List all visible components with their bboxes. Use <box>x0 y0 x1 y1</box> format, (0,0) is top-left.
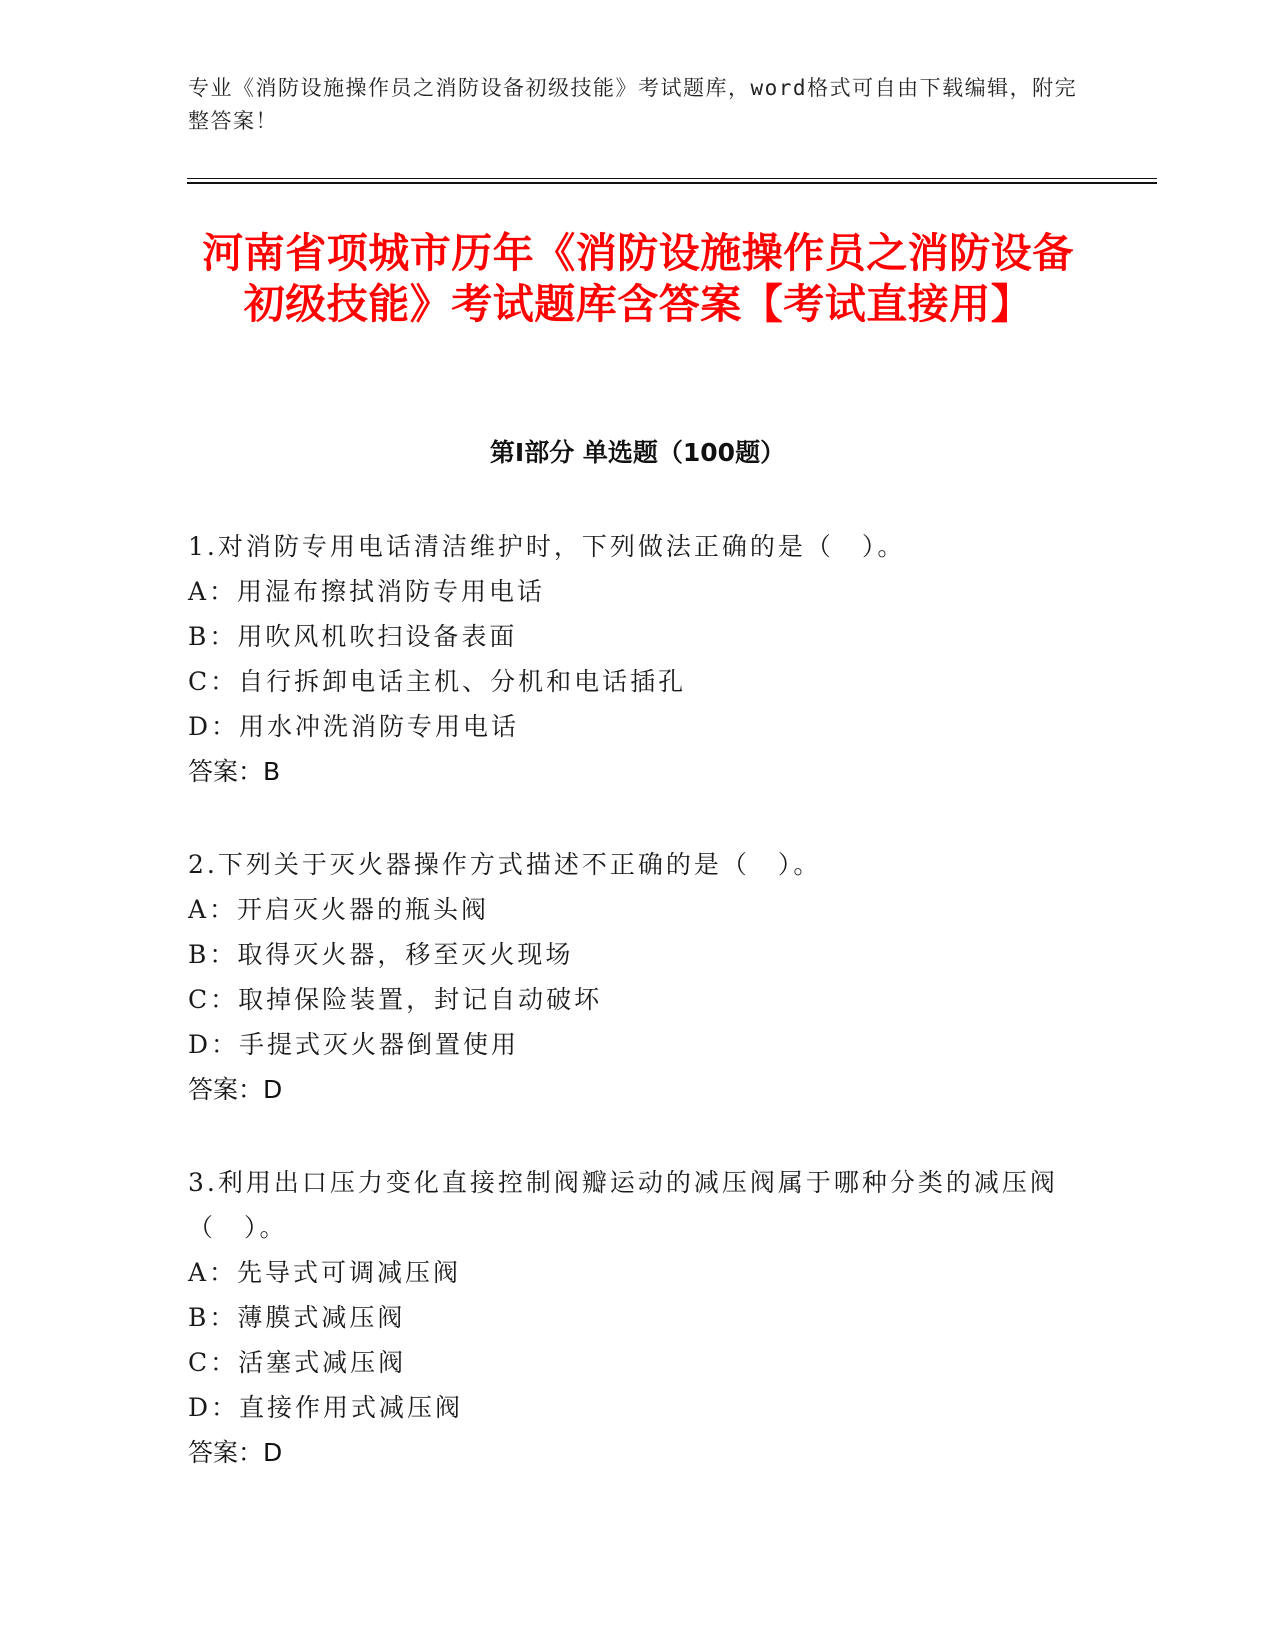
answer-line <box>188 749 1068 794</box>
answer-label: 答案： <box>188 1438 264 1467</box>
option-b: B：薄膜式减压阀 <box>188 1303 406 1332</box>
question-stem: 3.利用出口压力变化直接控制阀瓣运动的减压阀属于哪种分类的减压阀（ ）。 <box>188 1168 1058 1242</box>
option-d: D：手提式灭火器倒置使用 <box>188 1030 520 1059</box>
header-divider-thin <box>187 178 1157 179</box>
question-stem: 2.下列关于灭火器操作方式描述不正确的是（ ）。 <box>188 850 822 879</box>
answer-label: 答案： <box>188 1075 264 1104</box>
option-a: A：用湿布擦拭消防专用电话 <box>188 577 546 606</box>
section-heading: 第Ⅰ部分 单选题（100题） <box>489 438 786 467</box>
option-d: D：用水冲洗消防专用电话 <box>188 712 520 741</box>
question-2 <box>188 842 1068 1112</box>
answer-value: D <box>263 1075 283 1104</box>
answer-value: D <box>263 1438 283 1467</box>
header-note: 专业《消防设施操作员之消防设备初级技能》考试题库，word格式可自由下载编辑，附完整答案！ <box>188 76 1078 133</box>
option-c: C：活塞式减压阀 <box>188 1348 407 1377</box>
answer-value: B <box>263 757 281 786</box>
option-c: C：自行拆卸电话主机、分机和电话插孔 <box>188 667 687 696</box>
answer-line <box>188 1430 1068 1475</box>
option-c: C：取掉保险装置，封记自动破坏 <box>188 985 603 1014</box>
answer-line <box>188 1067 1068 1112</box>
answer-label: 答案： <box>188 757 264 786</box>
question-1 <box>188 524 1068 794</box>
header-divider-thick <box>187 182 1157 184</box>
option-a: A：开启灭火器的瓶头阀 <box>188 895 490 924</box>
question-3 <box>188 1160 1068 1475</box>
option-b: B：取得灭火器，移至灭火现场 <box>188 940 574 969</box>
option-a: A：先导式可调减压阀 <box>188 1258 462 1287</box>
document-title: 河南省项城市历年《消防设施操作员之消防设备初级技能》考试题库含答案【考试直接用】 <box>202 229 1074 328</box>
option-b: B：用吹风机吹扫设备表面 <box>188 622 518 651</box>
question-stem: 1.对消防专用电话清洁维护时，下列做法正确的是（ ）。 <box>188 532 906 561</box>
option-d: D：直接作用式减压阀 <box>188 1393 464 1422</box>
